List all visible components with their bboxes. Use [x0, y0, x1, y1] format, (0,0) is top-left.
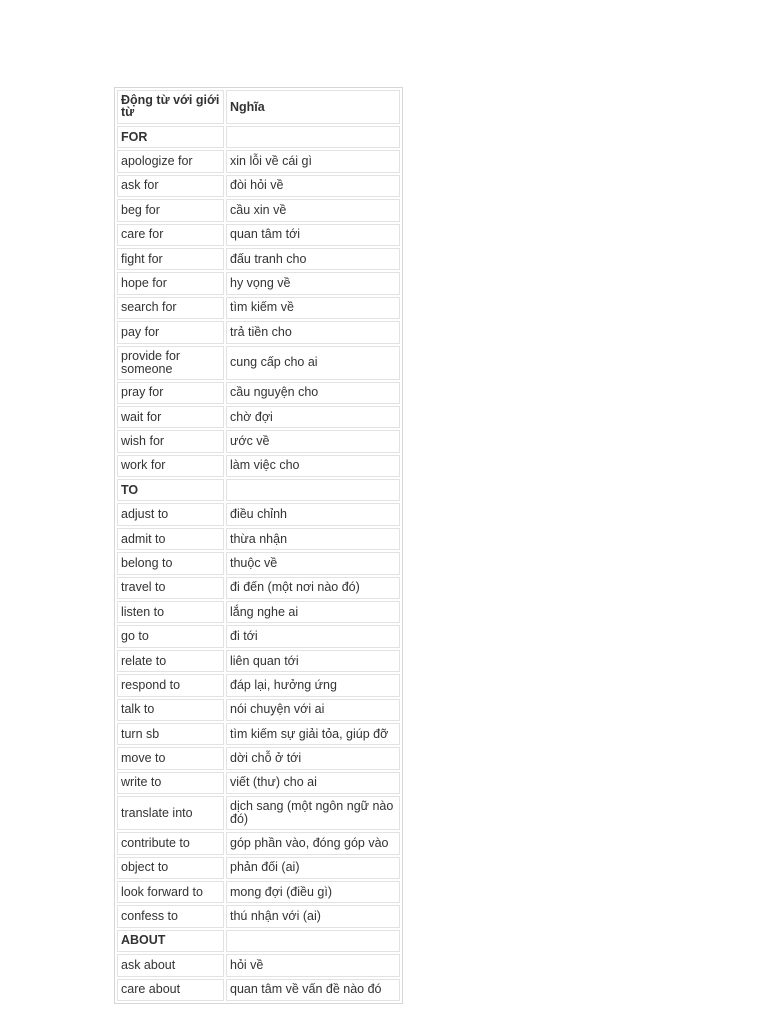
meaning-cell: tìm kiếm sự giải tỏa, giúp đỡ: [226, 723, 400, 745]
verb-cell: search for: [117, 297, 224, 319]
meaning-cell: đi đến (một nơi nào đó): [226, 577, 400, 599]
table-row: [117, 150, 400, 172]
table-row: [117, 552, 400, 574]
meaning-cell: mong đợi (điều gì): [226, 881, 400, 903]
meaning-cell: dời chỗ ở tới: [226, 747, 400, 769]
meaning-cell: hy vọng về: [226, 272, 400, 294]
verb-cell: wish for: [117, 430, 224, 452]
verb-cell: respond to: [117, 674, 224, 696]
verb-cell: confess to: [117, 905, 224, 927]
table-row: [117, 796, 400, 830]
verb-cell: object to: [117, 857, 224, 879]
meaning-cell: đáp lại, hưởng ứng: [226, 674, 400, 696]
meaning-cell: trả tiền cho: [226, 321, 400, 343]
meaning-cell: đi tới: [226, 625, 400, 647]
table-row: [117, 723, 400, 745]
table-row: [117, 979, 400, 1001]
verb-cell: wait for: [117, 406, 224, 428]
meaning-cell: điều chỉnh: [226, 503, 400, 525]
table-row: [117, 199, 400, 221]
verb-cell: beg for: [117, 199, 224, 221]
verb-cell: travel to: [117, 577, 224, 599]
meaning-cell: dịch sang (một ngôn ngữ nào đó): [226, 796, 400, 830]
meaning-cell: viết (thư) cho ai: [226, 772, 400, 794]
verb-cell: adjust to: [117, 503, 224, 525]
meaning-cell: chờ đợi: [226, 406, 400, 428]
meaning-cell: cầu nguyện cho: [226, 382, 400, 404]
verb-cell: provide for someone: [117, 346, 224, 380]
table-row: [117, 503, 400, 525]
verb-cell: pray for: [117, 382, 224, 404]
meaning-cell: cung cấp cho ai: [226, 346, 400, 380]
meaning-cell: hỏi về: [226, 954, 400, 976]
table-row: [117, 382, 400, 404]
meaning-cell: cầu xin về: [226, 199, 400, 221]
meaning-cell: ước về: [226, 430, 400, 452]
section-header-row: [117, 479, 400, 501]
table-row: [117, 857, 400, 879]
meaning-cell: góp phần vào, đóng góp vào: [226, 832, 400, 854]
section-empty-cell: [226, 930, 400, 952]
section-empty-cell: [226, 479, 400, 501]
table-body: [117, 90, 400, 1001]
table-row: [117, 272, 400, 294]
table-row: [117, 674, 400, 696]
table-row: [117, 577, 400, 599]
meaning-cell: đòi hỏi về: [226, 175, 400, 197]
table-row: [117, 321, 400, 343]
verb-cell: fight for: [117, 248, 224, 270]
table-row: [117, 954, 400, 976]
verb-cell: relate to: [117, 650, 224, 672]
table-row: [117, 650, 400, 672]
verb-cell: contribute to: [117, 832, 224, 854]
verb-cell: go to: [117, 625, 224, 647]
section-title-cell: FOR: [117, 126, 224, 148]
verb-cell: write to: [117, 772, 224, 794]
table-row: [117, 747, 400, 769]
verb-cell: listen to: [117, 601, 224, 623]
meaning-cell: thú nhận với (ai): [226, 905, 400, 927]
section-title-cell: TO: [117, 479, 224, 501]
verb-cell: turn sb: [117, 723, 224, 745]
verb-cell: look forward to: [117, 881, 224, 903]
verb-cell: translate into: [117, 796, 224, 830]
table-row: [117, 455, 400, 477]
meaning-cell: quan tâm về vấn đề nào đó: [226, 979, 400, 1001]
table-row: [117, 881, 400, 903]
table-row: [117, 772, 400, 794]
table-row: [117, 224, 400, 246]
verb-cell: move to: [117, 747, 224, 769]
meaning-cell: đấu tranh cho: [226, 248, 400, 270]
verb-cell: belong to: [117, 552, 224, 574]
section-empty-cell: [226, 126, 400, 148]
table-row: [117, 905, 400, 927]
table-row: [117, 430, 400, 452]
section-header-row: [117, 126, 400, 148]
header-verb-cell: Động từ với giới từ: [117, 90, 224, 124]
meaning-cell: liên quan tới: [226, 650, 400, 672]
table-row: [117, 601, 400, 623]
meaning-cell: lắng nghe ai: [226, 601, 400, 623]
verb-cell: apologize for: [117, 150, 224, 172]
header-meaning-cell: Nghĩa: [226, 90, 400, 124]
table-row: [117, 699, 400, 721]
verb-cell: pay for: [117, 321, 224, 343]
meaning-cell: tìm kiếm về: [226, 297, 400, 319]
verb-cell: talk to: [117, 699, 224, 721]
meaning-cell: thừa nhận: [226, 528, 400, 550]
meaning-cell: làm việc cho: [226, 455, 400, 477]
table-row: [117, 528, 400, 550]
section-title-cell: ABOUT: [117, 930, 224, 952]
verb-cell: ask for: [117, 175, 224, 197]
table-row: [117, 625, 400, 647]
section-header-row: [117, 930, 400, 952]
verb-cell: ask about: [117, 954, 224, 976]
verb-cell: care about: [117, 979, 224, 1001]
table-row: [117, 346, 400, 380]
meaning-cell: nói chuyện với ai: [226, 699, 400, 721]
table-row: [117, 297, 400, 319]
meaning-cell: thuộc về: [226, 552, 400, 574]
table-row: [117, 175, 400, 197]
table-row: [117, 248, 400, 270]
table-row: [117, 406, 400, 428]
verb-cell: admit to: [117, 528, 224, 550]
verb-cell: work for: [117, 455, 224, 477]
meaning-cell: xin lỗi về cái gì: [226, 150, 400, 172]
table-row: [117, 832, 400, 854]
verb-cell: hope for: [117, 272, 224, 294]
verb-cell: care for: [117, 224, 224, 246]
table-header-row: [117, 90, 400, 124]
meaning-cell: quan tâm tới: [226, 224, 400, 246]
meaning-cell: phản đối (ai): [226, 857, 400, 879]
verb-preposition-table: [114, 87, 403, 1004]
